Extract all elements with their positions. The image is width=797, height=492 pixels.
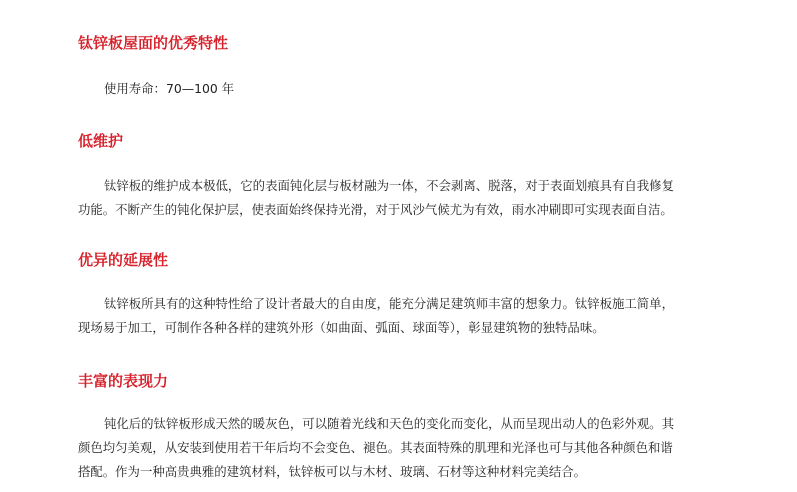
section-heading-ductility: 优异的延展性 xyxy=(78,251,169,269)
paragraph-line: 搭配。作为一种高贵典雅的建筑材料，钛锌板可以与木材、玻璃、石材等这种材料完美结合。 xyxy=(78,464,587,479)
paragraph-line: 现场易于加工，可制作各种各样的建筑外形（如曲面、弧面、球面等），彰显建筑物的独特品味。 xyxy=(78,320,605,335)
paragraph-line: 钝化后的钛锌板形成天然的暖灰色，可以随着光线和天色的变化而变化，从而呈现出动人的色彩外观。其 xyxy=(104,416,674,431)
paragraph-line: 功能。不断产生的钝化保护层，使表面始终保持光滑，对于风沙气候尤为有效，雨水冲刷即可实现表面自洁。 xyxy=(78,202,673,217)
paragraph-line: 使用寿命：70—100 年 xyxy=(104,81,235,96)
paragraph-ductility xyxy=(78,292,674,340)
paragraph-line: 颜色均匀美观，从安装到使用若干年后均不会变色、褪色。其表面特殊的肌理和光泽也可与其他各种颜色和谐 xyxy=(78,440,673,455)
paragraph-expressiveness xyxy=(78,412,674,484)
section-heading-low-maintenance: 低维护 xyxy=(78,132,124,150)
section-heading-features: 钛锌板屋面的优秀特性 xyxy=(78,34,229,52)
paragraph-low-maintenance xyxy=(78,174,674,222)
paragraph-lifespan xyxy=(104,77,234,101)
section-heading-expressiveness: 丰富的表现力 xyxy=(78,372,169,390)
paragraph-line: 钛锌板的维护成本极低，它的表面钝化层与板材融为一体，不会剥离、脱落，对于表面划痕具有自我修复 xyxy=(104,178,674,193)
paragraph-line: 钛锌板所具有的这种特性给了设计者最大的自由度，能充分满足建筑师丰富的想象力。钛锌板施工简单， xyxy=(104,296,674,311)
